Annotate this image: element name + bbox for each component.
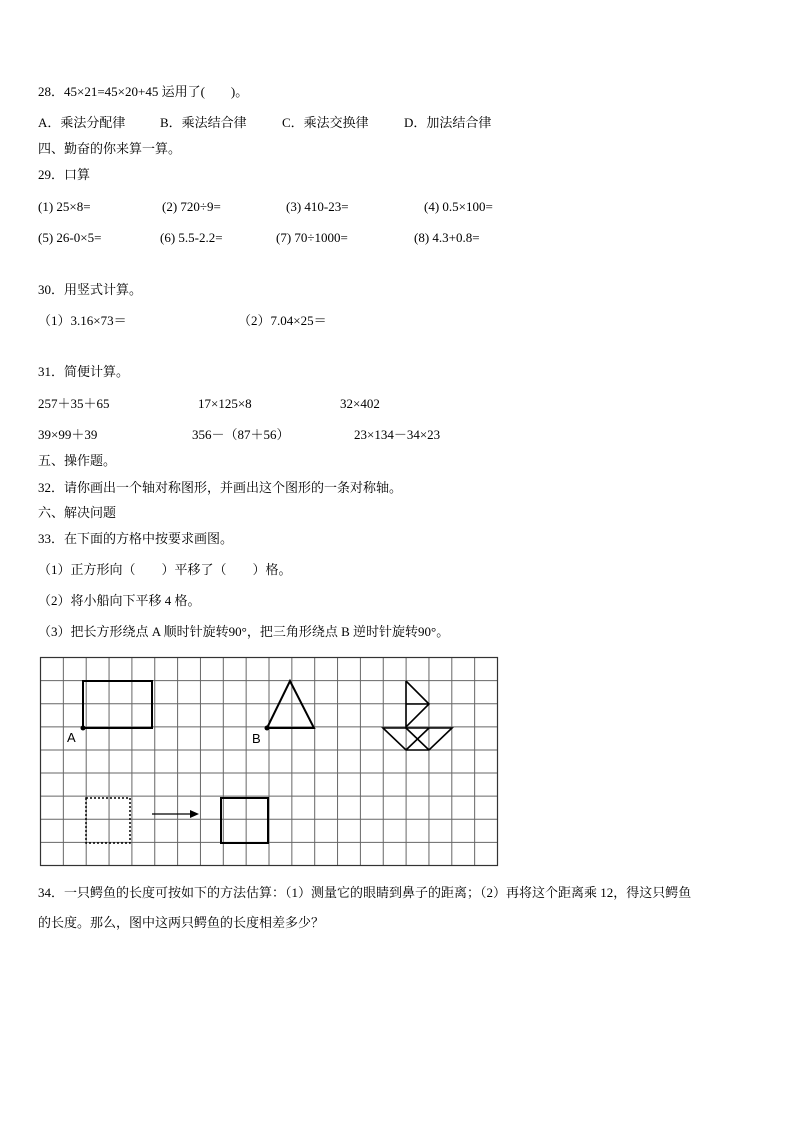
point-a-dot xyxy=(81,726,86,731)
q33-item-3: （3）把长方形绕点 A 顺时针旋转90°，把三角形绕点 B 逆时针旋转90°。 xyxy=(38,624,450,639)
q33-title: 33．在下面的方格中按要求画图。 xyxy=(38,531,234,546)
section6-title: 六、解决问题 xyxy=(38,505,117,520)
translation-arrow-head xyxy=(190,810,199,818)
q29-item-8: (8) 4.3+0.8= xyxy=(414,230,480,245)
section5-title: 五、操作题。 xyxy=(38,453,117,468)
q28-option-c: C．乘法交换律 xyxy=(282,115,369,130)
q29-item-3: (3) 410-23= xyxy=(286,199,349,214)
q29-item-4: (4) 0.5×100= xyxy=(424,199,493,214)
triangle-shape xyxy=(267,681,314,728)
q28-option-b: B．乘法结合律 xyxy=(160,115,247,130)
q31-title: 31．简便计算。 xyxy=(38,364,130,379)
q32-text: 32．请你画出一个轴对称图形，并画出这个图形的一条对称轴。 xyxy=(38,480,403,495)
q29-item-1: (1) 25×8= xyxy=(38,199,91,214)
boat-shape xyxy=(383,681,452,750)
point-b-label: B xyxy=(252,731,261,746)
q30-title: 30．用竖式计算。 xyxy=(38,282,143,297)
point-b-dot xyxy=(265,726,270,731)
q29-item-5: (5) 26-0×5= xyxy=(38,230,102,245)
q28-option-a: A．乘法分配律 xyxy=(38,115,126,130)
section4-title: 四、勤奋的你来算一算。 xyxy=(38,141,182,156)
q28-text: 28．45×21=45×20+45 运用了( )。 xyxy=(38,84,249,99)
solid-square xyxy=(221,798,268,843)
q28-option-d: D．加法结合律 xyxy=(404,115,492,130)
q31-item-4: 39×99＋39 xyxy=(38,427,98,442)
q31-item-1: 257＋35＋65 xyxy=(38,396,110,411)
q29-title: 29．口算 xyxy=(38,167,91,182)
q29-item-7: (7) 70÷1000= xyxy=(276,230,348,245)
q30-item-2: （2）7.04×25＝ xyxy=(238,313,327,328)
q29-item-2: (2) 720÷9= xyxy=(162,199,221,214)
q33-item-1: （1）正方形向（ ）平移了（ ）格。 xyxy=(38,562,292,577)
q31-item-6: 23×134－34×23 xyxy=(354,427,441,442)
rectangle-shape xyxy=(83,681,152,728)
q34-line-2: 的长度。那么，图中这两只鳄鱼的长度相差多少？ xyxy=(38,915,325,930)
q31-item-2: 17×125×8 xyxy=(198,396,252,411)
point-a-label: A xyxy=(67,730,76,745)
q29-item-6: (6) 5.5-2.2= xyxy=(160,230,223,245)
q34-line-1: 34．一只鳄鱼的长度可按如下的方法估算：（1）测量它的眼睛到鼻子的距离；（2）再将这个距离乘 12，得这只鳄鱼 xyxy=(38,885,692,900)
dotted-square xyxy=(86,798,130,843)
q33-item-2: （2）将小船向下平移 4 格。 xyxy=(38,593,201,608)
q31-item-5: 356－（87＋56） xyxy=(192,427,290,442)
q30-item-1: （1）3.16×73＝ xyxy=(38,313,127,328)
q31-item-3: 32×402 xyxy=(340,396,380,411)
